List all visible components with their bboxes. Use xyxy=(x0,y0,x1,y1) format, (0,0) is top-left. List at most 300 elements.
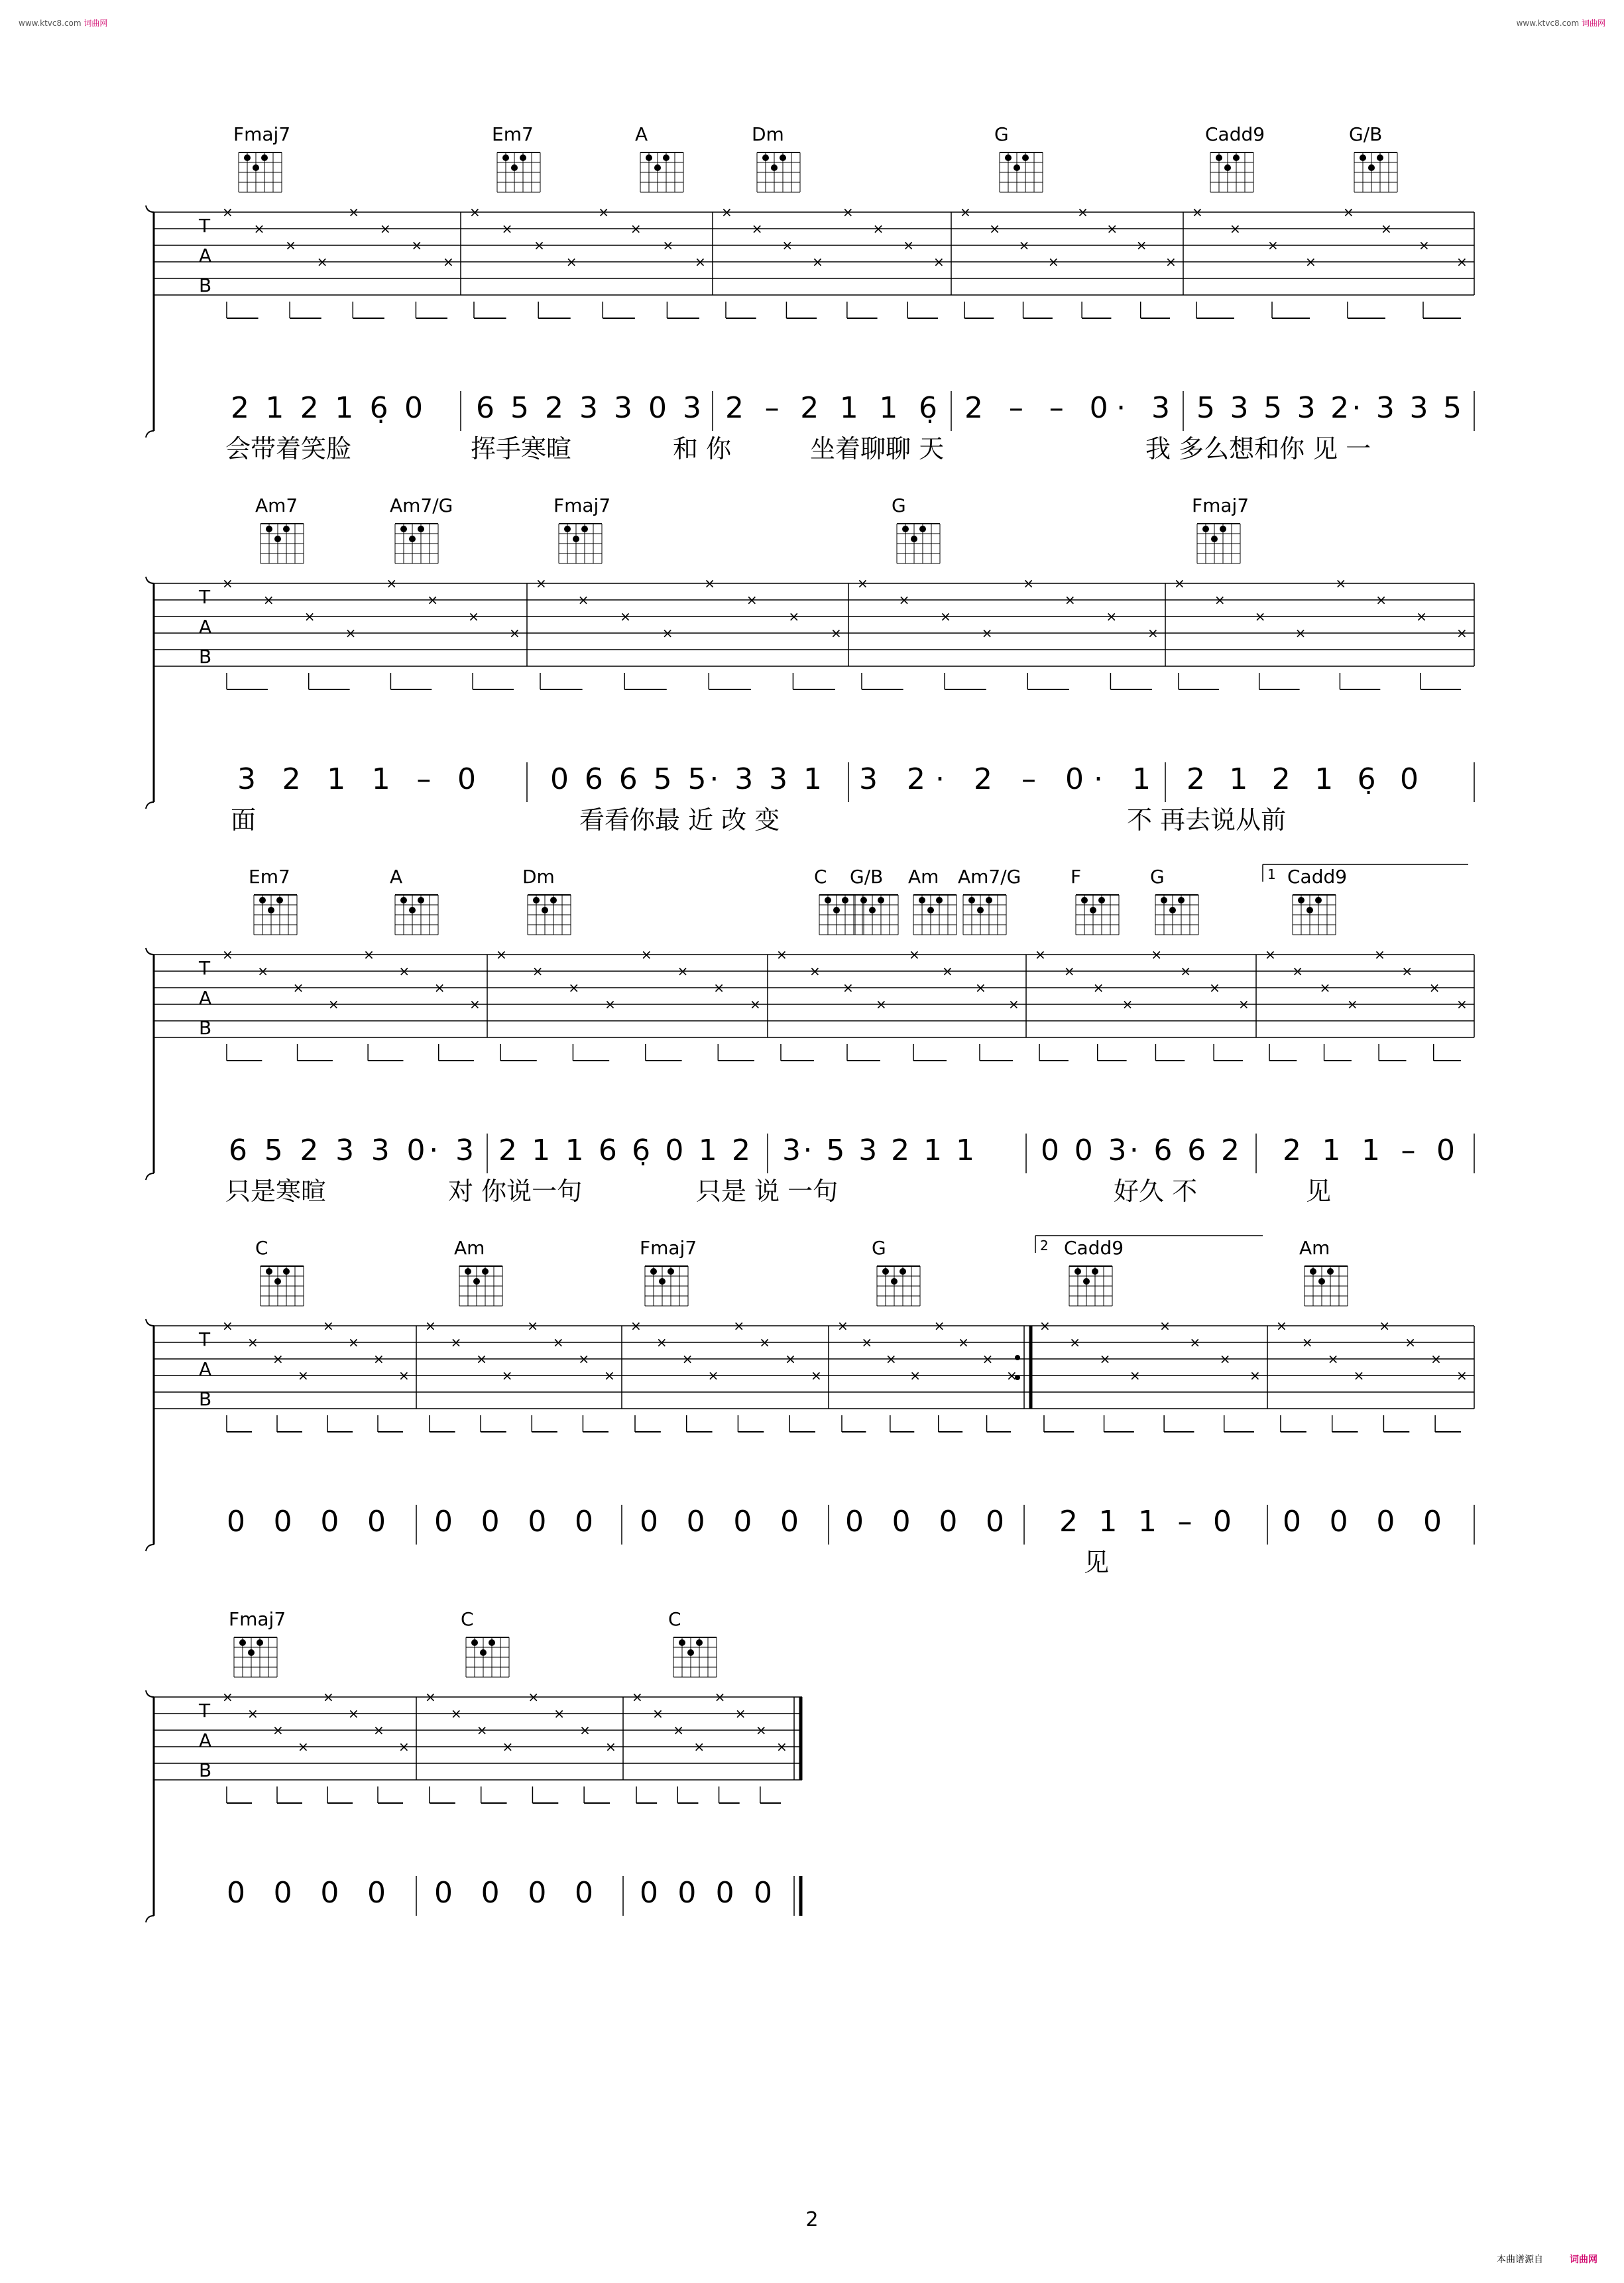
svg-text:我 多么想和你 见 一: 我 多么想和你 见 一 xyxy=(1145,434,1371,463)
svg-text:0 0 0 0: 0 0 0 0 xyxy=(227,1876,386,1910)
svg-text:×: × xyxy=(348,1334,359,1350)
svg-text:×: × xyxy=(1006,1368,1017,1383)
svg-text:×: × xyxy=(1343,204,1354,220)
chord-diagram-icon xyxy=(395,524,438,563)
svg-text:×: × xyxy=(1295,625,1306,641)
chord-g-b: G/B xyxy=(850,866,884,888)
numbered-notation xyxy=(227,1876,772,1910)
svg-text:×: × xyxy=(534,237,545,253)
svg-text:×: × xyxy=(398,963,410,979)
chord-diagram-icon xyxy=(640,152,683,192)
tab-letter-t: T xyxy=(199,586,211,608)
svg-text:0 0 0 0: 0 0 0 0 xyxy=(1283,1505,1442,1539)
svg-text:×: × xyxy=(1428,980,1440,996)
chord-diagram-icon xyxy=(963,895,1006,935)
svg-text:×: × xyxy=(620,609,631,624)
svg-text:×: × xyxy=(469,204,481,220)
chord-c: C xyxy=(814,866,827,888)
svg-text:×: × xyxy=(501,1368,513,1383)
svg-text:×: × xyxy=(1063,963,1075,979)
svg-text:×: × xyxy=(298,1368,309,1383)
svg-text:0 0 0 0: 0 0 0 0 xyxy=(227,1505,386,1539)
svg-text:×: × xyxy=(673,1722,685,1738)
svg-text:2 1 1 6 6̣ 0 1 2: 2 1 1 6 6̣ 0 1 2 xyxy=(498,1134,750,1167)
svg-text:×: × xyxy=(714,1689,726,1705)
svg-text:×: × xyxy=(1106,609,1118,624)
svg-text:×: × xyxy=(933,254,945,270)
header-site-right: www.ktvc8.com 词曲网 xyxy=(1516,19,1605,28)
svg-text:×: × xyxy=(1456,996,1468,1012)
chord-diagram-icon xyxy=(239,152,282,192)
svg-text:×: × xyxy=(632,1689,643,1705)
svg-text:×: × xyxy=(1129,1368,1141,1383)
chord-diagram-icon xyxy=(261,524,304,563)
svg-text:×: × xyxy=(1165,254,1177,270)
chord-dm: Dm xyxy=(752,123,784,145)
chord-am7: Am7 xyxy=(255,495,298,516)
tab-marks xyxy=(222,204,1468,318)
svg-text:×: × xyxy=(1151,947,1163,963)
chord-diagram-icon xyxy=(645,1266,688,1306)
chord-am7-g: Am7/G xyxy=(958,866,1021,888)
tab-letter-t: T xyxy=(199,1700,211,1722)
svg-text:×: × xyxy=(553,1706,565,1722)
svg-text:×: × xyxy=(285,237,296,253)
svg-text:0 0 0 0: 0 0 0 0 xyxy=(434,1505,593,1539)
svg-text:×: × xyxy=(713,980,725,996)
lyrics xyxy=(225,1177,1331,1206)
svg-text:×: × xyxy=(1192,204,1203,220)
chord-diagram-icon xyxy=(1155,895,1198,935)
svg-text:×: × xyxy=(1064,592,1076,608)
svg-text:×: × xyxy=(272,1722,284,1738)
svg-text:×: × xyxy=(509,625,520,641)
svg-text:×: × xyxy=(1346,996,1358,1012)
chord-dm: Dm xyxy=(522,866,555,888)
svg-text:×: × xyxy=(640,947,652,963)
svg-text:×: × xyxy=(425,1689,436,1705)
svg-text:×: × xyxy=(677,963,689,979)
tab-letter-t: T xyxy=(199,1328,211,1350)
svg-text:×: × xyxy=(398,1368,410,1383)
svg-text:×: × xyxy=(681,1351,693,1367)
svg-text:×: × xyxy=(1375,592,1387,608)
svg-text:×: × xyxy=(1301,1334,1313,1350)
svg-text:6 5 2 3 3 0· 3: 6 5 2 3 3 0· 3 xyxy=(229,1134,474,1167)
svg-text:×: × xyxy=(933,1318,945,1334)
tab-letter-a: A xyxy=(199,245,212,266)
svg-text:×: × xyxy=(1047,254,1059,270)
svg-text:见: 见 xyxy=(1306,1177,1332,1206)
svg-text:×: × xyxy=(443,254,454,270)
svg-text:×: × xyxy=(373,1351,384,1367)
lyrics xyxy=(225,434,1371,463)
svg-text:×: × xyxy=(981,625,993,641)
svg-text:×: × xyxy=(476,1722,488,1738)
svg-text:×: × xyxy=(782,237,793,253)
svg-text:×: × xyxy=(222,1318,233,1334)
svg-text:3 2 1 1 – 0: 3 2 1 1 – 0 xyxy=(237,762,476,796)
svg-text:×: × xyxy=(1267,237,1279,253)
svg-text:×: × xyxy=(812,254,823,270)
svg-text:×: × xyxy=(1405,1334,1417,1350)
svg-text:×: × xyxy=(1023,575,1035,591)
svg-text:坐着聊聊 天: 坐着聊聊 天 xyxy=(810,434,945,463)
svg-text:×: × xyxy=(411,237,423,253)
svg-text:好久 不: 好久 不 xyxy=(1114,1177,1198,1206)
page-number: 2 xyxy=(805,2208,819,2231)
svg-text:×: × xyxy=(958,1334,969,1350)
svg-text:0 0 3· 6 6 2: 0 0 3· 6 6 2 xyxy=(1041,1134,1240,1167)
svg-text:2 1 2 1 6̣ 0: 2 1 2 1 6̣ 0 xyxy=(231,391,423,425)
svg-text:×: × xyxy=(1292,963,1304,979)
svg-text:×: × xyxy=(1456,1368,1468,1383)
svg-text:×: × xyxy=(468,609,479,624)
chord-g: G xyxy=(994,123,1009,145)
tab-marks xyxy=(222,575,1468,689)
svg-text:2 1 2 1 6̣ 0: 2 1 2 1 6̣ 0 xyxy=(1187,762,1419,796)
svg-text:×: × xyxy=(262,592,274,608)
svg-text:×: × xyxy=(605,1739,616,1755)
svg-text:和 你: 和 你 xyxy=(673,434,732,463)
chord-cadd9: Cadd9 xyxy=(1205,123,1265,145)
chord-fmaj7: Fmaj7 xyxy=(229,1608,286,1630)
svg-text:×: × xyxy=(501,221,513,237)
chord-fmaj7-2: Fmaj7 xyxy=(1192,495,1249,516)
svg-text:×: × xyxy=(656,1334,667,1350)
svg-text:只是寒暄: 只是寒暄 xyxy=(225,1177,327,1206)
svg-text:×: × xyxy=(842,980,854,996)
svg-text:×: × xyxy=(298,1739,309,1755)
svg-text:2 1 1 – 0: 2 1 1 – 0 xyxy=(1283,1134,1455,1167)
svg-text:×: × xyxy=(348,1706,359,1722)
svg-text:×: × xyxy=(222,947,233,963)
svg-text:×: × xyxy=(751,221,763,237)
chord-cadd9: Cadd9 xyxy=(1287,866,1348,888)
svg-text:看看你最 近 改 变: 看看你最 近 改 变 xyxy=(579,805,780,835)
svg-text:×: × xyxy=(909,947,920,963)
svg-text:×: × xyxy=(1069,1334,1081,1350)
svg-text:×: × xyxy=(811,1368,822,1383)
tab-marks xyxy=(222,947,1468,1061)
svg-text:×: × xyxy=(1214,592,1226,608)
svg-text:×: × xyxy=(872,221,884,237)
svg-text:×: × xyxy=(272,1351,284,1367)
svg-text:×: × xyxy=(1122,996,1133,1012)
chord-diagram-icon xyxy=(877,1266,920,1306)
chord-diagram-icon xyxy=(1354,152,1397,192)
svg-text:×: × xyxy=(363,947,375,963)
svg-text:×: × xyxy=(1099,1351,1111,1367)
numbered-notation xyxy=(237,762,1419,796)
svg-text:×: × xyxy=(759,1334,771,1350)
svg-text:×: × xyxy=(323,1689,334,1705)
svg-text:×: × xyxy=(476,1351,487,1367)
tab-letter-a: A xyxy=(199,1358,212,1380)
svg-text:×: × xyxy=(809,963,821,979)
system-3 xyxy=(0,868,1624,1213)
svg-text:×: × xyxy=(373,1722,384,1738)
chord-diagram-icon xyxy=(1305,1266,1348,1306)
svg-text:×: × xyxy=(734,1706,746,1722)
chord-diagram-icon xyxy=(1210,152,1253,192)
svg-text:不 再去说从前: 不 再去说从前 xyxy=(1127,805,1287,835)
svg-text:×: × xyxy=(755,1722,767,1738)
svg-text:×: × xyxy=(842,204,854,220)
chord-label xyxy=(233,123,1382,145)
svg-text:×: × xyxy=(1401,963,1413,979)
chord-diagram-icon xyxy=(234,1637,277,1677)
system-5 xyxy=(0,1608,1624,1956)
chord-diagram-icon xyxy=(497,152,540,192)
svg-text:×: × xyxy=(1039,1318,1051,1334)
chord-fmaj7: Fmaj7 xyxy=(553,495,611,516)
svg-text:×: × xyxy=(1209,980,1220,996)
numbered-notation xyxy=(227,1505,1442,1539)
svg-text:×: × xyxy=(222,1689,233,1705)
chord-g: G xyxy=(892,495,906,516)
svg-text:×: × xyxy=(247,1334,259,1350)
svg-text:2 1 1 – 0: 2 1 1 – 0 xyxy=(1059,1505,1232,1539)
chord-am: Am xyxy=(908,866,939,888)
svg-text:×: × xyxy=(1379,1318,1391,1334)
svg-text:0 0 0 0: 0 0 0 0 xyxy=(845,1505,1004,1539)
svg-text:×: × xyxy=(960,204,971,220)
svg-text:×: × xyxy=(1077,204,1088,220)
svg-text:×: × xyxy=(327,996,339,1012)
svg-text:×: × xyxy=(1327,1351,1339,1367)
svg-text:×: × xyxy=(695,254,706,270)
svg-text:×: × xyxy=(788,609,800,624)
chord-fmaj7: Fmaj7 xyxy=(233,123,291,145)
svg-text:×: × xyxy=(885,1351,897,1367)
svg-text:×: × xyxy=(565,254,577,270)
svg-text:×: × xyxy=(434,980,445,996)
system-2 xyxy=(0,497,1624,842)
chord-c: C xyxy=(461,1608,474,1630)
svg-text:×: × xyxy=(469,996,481,1012)
tab-letter-b: B xyxy=(199,1759,212,1781)
svg-text:3 2· 2 – 0· 1: 3 2· 2 – 0· 1 xyxy=(859,762,1151,796)
svg-text:×: × xyxy=(536,575,547,591)
svg-text:×: × xyxy=(605,996,616,1012)
svg-text:只是 说 一句: 只是 说 一句 xyxy=(696,1177,839,1206)
svg-text:0 0 0 0: 0 0 0 0 xyxy=(640,1876,772,1910)
svg-text:×: × xyxy=(1008,996,1019,1012)
chord-g-b: G/B xyxy=(1349,123,1383,145)
svg-text:×: × xyxy=(1135,237,1147,253)
tab-letter-t: T xyxy=(199,957,211,979)
svg-text:×: × xyxy=(746,592,758,608)
tab-letter-t: T xyxy=(199,215,211,237)
svg-text:×: × xyxy=(652,1706,664,1722)
svg-text:×: × xyxy=(222,204,233,220)
svg-text:×: × xyxy=(704,575,716,591)
chord-am: Am xyxy=(454,1237,485,1259)
chord-diagram-icon xyxy=(757,152,800,192)
svg-text:×: × xyxy=(750,996,761,1012)
svg-text:×: × xyxy=(598,204,610,220)
svg-text:×: × xyxy=(707,1368,719,1383)
system-1 xyxy=(0,123,1624,471)
svg-text:×: × xyxy=(1456,625,1468,641)
svg-text:面: 面 xyxy=(231,805,257,835)
svg-text:×: × xyxy=(1456,254,1468,270)
svg-text:×: × xyxy=(837,1318,848,1334)
svg-text:2 – 2 1 1 6̣: 2 – 2 1 1 6̣ xyxy=(725,391,937,425)
chord-diagram-icon xyxy=(673,1637,717,1677)
chord-c: C xyxy=(255,1237,268,1259)
svg-text:×: × xyxy=(1419,237,1430,253)
chord-diagram-icon xyxy=(897,524,940,563)
svg-text:×: × xyxy=(316,254,328,270)
svg-text:×: × xyxy=(247,1706,259,1722)
lyrics xyxy=(231,805,1286,835)
chord-f: F xyxy=(1071,866,1082,888)
chord-diagram-icon xyxy=(1293,895,1336,935)
tab-letter-b: B xyxy=(199,646,212,668)
chord-diagram-icon xyxy=(395,895,438,935)
system-4 xyxy=(0,1237,1624,1584)
chord-diagram-icon xyxy=(913,895,957,935)
svg-text:×: × xyxy=(1219,1351,1231,1367)
svg-text:×: × xyxy=(662,237,674,253)
svg-text:×: × xyxy=(1254,609,1266,624)
lyrics xyxy=(1084,1548,1109,1577)
svg-text:×: × xyxy=(982,1351,994,1367)
chord-diagram-icon xyxy=(1076,895,1119,935)
svg-text:×: × xyxy=(876,996,887,1012)
svg-text:×: × xyxy=(1147,625,1159,641)
svg-text:6 5 2 3 3 0 3: 6 5 2 3 3 0 3 xyxy=(476,391,701,425)
svg-text:×: × xyxy=(1276,1318,1287,1334)
svg-text:×: × xyxy=(578,1351,590,1367)
svg-text:×: × xyxy=(253,221,265,237)
svg-text:×: × xyxy=(942,963,953,979)
chord-diagram-icon xyxy=(1197,524,1240,563)
svg-text:×: × xyxy=(1381,221,1392,237)
svg-text:×: × xyxy=(785,1351,796,1367)
svg-text:对 你说一句: 对 你说一句 xyxy=(448,1177,583,1206)
footer-source: 本曲谱源自 词曲网 xyxy=(1497,2254,1597,2265)
svg-text:×: × xyxy=(1035,947,1046,963)
svg-text:×: × xyxy=(398,1739,410,1755)
svg-text:×: × xyxy=(379,221,391,237)
svg-text:×: × xyxy=(348,204,360,220)
svg-text:×: × xyxy=(1230,221,1241,237)
svg-text:×: × xyxy=(568,980,580,996)
chord-diagram-icon xyxy=(855,895,898,935)
svg-text:×: × xyxy=(693,1739,705,1755)
tab-marks xyxy=(222,1318,1468,1432)
svg-text:×: × xyxy=(721,204,732,220)
svg-text:×: × xyxy=(662,625,673,641)
svg-text:×: × xyxy=(776,1739,787,1755)
svg-text:×: × xyxy=(577,592,589,608)
tab-letter-b: B xyxy=(199,274,212,296)
svg-text:0 0 0 0: 0 0 0 0 xyxy=(640,1505,799,1539)
svg-text:×: × xyxy=(1416,609,1427,624)
svg-text:×: × xyxy=(292,980,304,996)
svg-text:×: × xyxy=(630,221,642,237)
chord-em7: Em7 xyxy=(492,123,534,145)
svg-text:3· 5 3 2 1 1: 3· 5 3 2 1 1 xyxy=(782,1134,974,1167)
chord-cadd9: Cadd9 xyxy=(1064,1237,1124,1259)
svg-text:×: × xyxy=(1335,575,1347,591)
svg-text:×: × xyxy=(1174,575,1185,591)
svg-text:见: 见 xyxy=(1084,1548,1110,1577)
chord-diagram-icon xyxy=(254,895,297,935)
svg-text:0 0 0 0: 0 0 0 0 xyxy=(434,1876,593,1910)
chord-am: Am xyxy=(1299,1237,1330,1259)
svg-text:×: × xyxy=(427,592,439,608)
tab-letter-a: A xyxy=(199,1729,212,1751)
svg-text:×: × xyxy=(861,1334,873,1350)
chord-diagram-icon xyxy=(459,1266,502,1306)
svg-text:×: × xyxy=(776,947,787,963)
chord-g: G xyxy=(872,1237,886,1259)
svg-text:×: × xyxy=(831,625,842,641)
svg-text:挥手寒暄: 挥手寒暄 xyxy=(471,434,572,463)
svg-text:×: × xyxy=(1106,221,1118,237)
svg-text:×: × xyxy=(304,609,316,624)
svg-text:×: × xyxy=(552,1334,564,1350)
svg-text:×: × xyxy=(1305,254,1316,270)
chord-diagram-icon xyxy=(528,895,571,935)
tab-letter-a: A xyxy=(199,987,212,1009)
svg-text:×: × xyxy=(733,1318,745,1334)
chord-c-2: C xyxy=(668,1608,681,1630)
svg-text:×: × xyxy=(450,1334,462,1350)
svg-text:×: × xyxy=(532,963,544,979)
svg-text:×: × xyxy=(630,1318,642,1334)
svg-text:×: × xyxy=(496,947,507,963)
chord-fmaj7: Fmaj7 xyxy=(640,1237,697,1259)
svg-text:×: × xyxy=(1092,980,1104,996)
svg-text:×: × xyxy=(1353,1368,1365,1383)
svg-text:×: × xyxy=(1430,1351,1442,1367)
chord-diagram-icon xyxy=(1000,152,1043,192)
header-site-left: www.ktvc8.com 词曲网 xyxy=(19,19,108,28)
numbered-notation xyxy=(231,391,1462,425)
svg-text:会带着笑脸: 会带着笑脸 xyxy=(225,434,352,463)
tab-letter-b: B xyxy=(199,1017,212,1039)
svg-text:×: × xyxy=(323,1318,334,1334)
volta-1: 1 xyxy=(1267,866,1276,882)
chord-a: A xyxy=(635,123,648,145)
svg-text:×: × xyxy=(1238,996,1249,1012)
svg-text:×: × xyxy=(604,1368,615,1383)
svg-text:×: × xyxy=(450,1706,462,1722)
svg-text:×: × xyxy=(898,592,910,608)
svg-text:×: × xyxy=(975,980,986,996)
chord-a: A xyxy=(390,866,403,888)
chord-em7: Em7 xyxy=(249,866,290,888)
svg-text:2 – – 0· 3: 2 – – 0· 3 xyxy=(964,391,1170,425)
tab-letter-b: B xyxy=(199,1388,212,1410)
svg-text:×: × xyxy=(1180,963,1192,979)
svg-text:×: × xyxy=(1265,947,1276,963)
svg-text:×: × xyxy=(579,1722,591,1738)
svg-text:×: × xyxy=(1249,1368,1261,1383)
svg-text:5 3 5 3 2· 3 3 5: 5 3 5 3 2· 3 3 5 xyxy=(1196,391,1462,425)
svg-text:×: × xyxy=(1018,237,1030,253)
volta-2: 2 xyxy=(1040,1238,1049,1254)
repeat-dot xyxy=(1015,1355,1020,1360)
svg-text:×: × xyxy=(1189,1334,1201,1350)
svg-text:×: × xyxy=(345,625,357,641)
numbered-notation xyxy=(229,1134,1455,1167)
